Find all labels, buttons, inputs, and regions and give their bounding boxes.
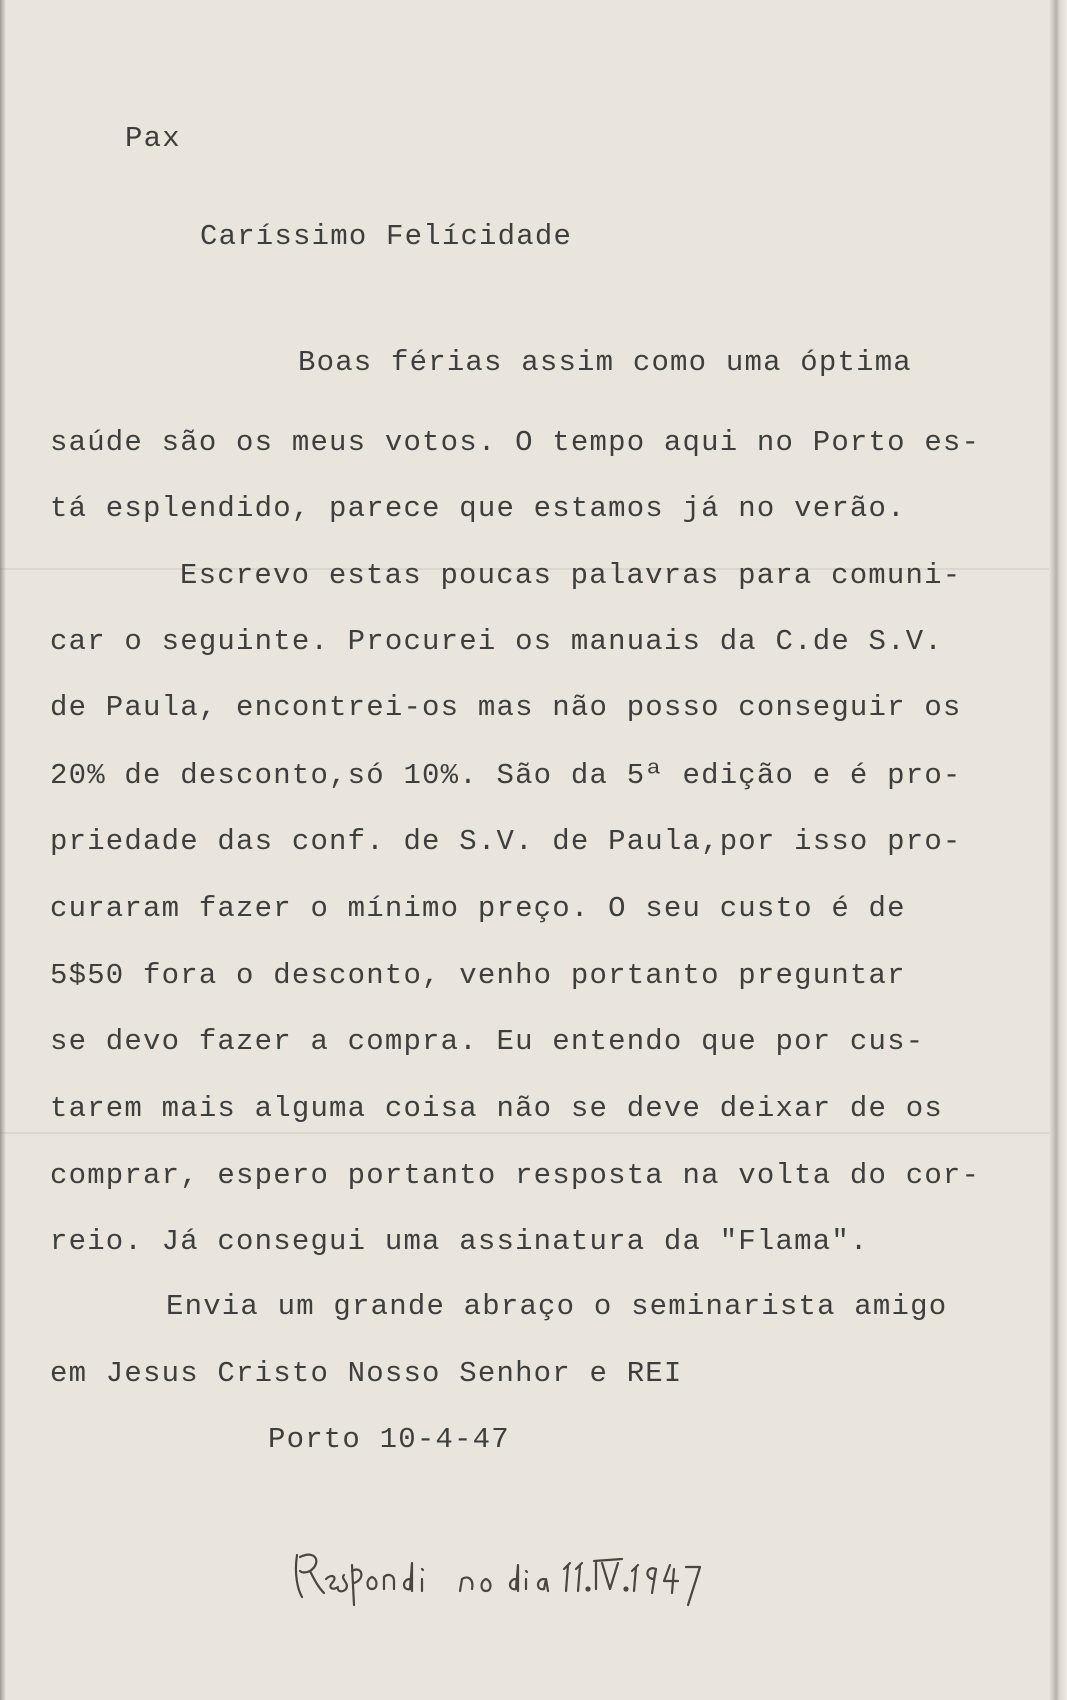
letter-line: 20% de desconto,só 10%. São da 5ª edição e é pro-: [50, 759, 962, 792]
letter-greeting: Caríssimo Felícidade: [200, 220, 573, 253]
handwriting-svg: [292, 1535, 762, 1625]
handwritten-reply-note: [292, 1535, 762, 1625]
letter-line: tarem mais alguma coisa não se deve deixar de os: [50, 1092, 943, 1125]
letter-line: de Paula, encontrei-os mas não posso conseguir os: [50, 691, 962, 724]
salutation-pax: Pax: [125, 122, 181, 155]
letter-line: tá esplendido, parece que estamos já no verão.: [50, 492, 906, 525]
letter-line: curaram fazer o mínimo preço. O seu custo é de: [50, 892, 906, 925]
letter-line: reio. Já consegui uma assinatura da "Flama".: [50, 1225, 869, 1258]
letter-line: Escrevo estas poucas palavras para comuni-: [180, 559, 962, 592]
letter-closing: Envia um grande abraço o seminarista amigo: [166, 1290, 948, 1323]
letter-line: 5$50 fora o desconto, venho portanto preguntar: [50, 959, 906, 992]
letter-line: car o seguinte. Procurei os manuais da C.de S.V.: [50, 625, 943, 658]
place-date: Porto 10-4-47: [268, 1423, 510, 1456]
paper-left-edge: [0, 0, 6, 1700]
letter-line: Boas férias assim como uma óptima: [298, 346, 912, 379]
letter-line: saúde são os meus votos. O tempo aqui no Porto es-: [50, 426, 981, 459]
paper-fold-line: [0, 1132, 1049, 1134]
letter-line: comprar, espero portanto resposta na volta do cor-: [50, 1159, 981, 1192]
letter-line: se devo fazer a compra. Eu entendo que por cus-: [50, 1025, 925, 1058]
letter-line: priedade das conf. de S.V. de Paula,por isso pro-: [50, 825, 962, 858]
letter-closing: em Jesus Cristo Nosso Senhor e REI: [50, 1357, 683, 1390]
paper-right-edge: [1049, 0, 1067, 1700]
